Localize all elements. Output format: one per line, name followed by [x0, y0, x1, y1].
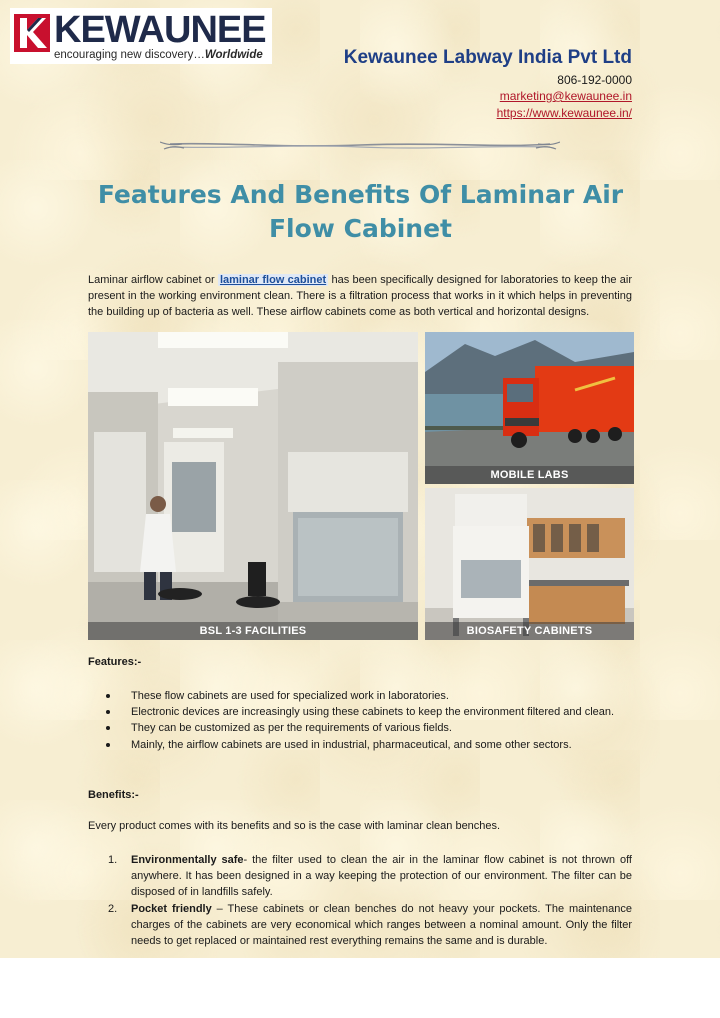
decorative-divider [160, 136, 560, 156]
bsl-facilities-label: BSL 1-3 FACILITIES [88, 622, 418, 640]
logo-tagline-plain: encouraging new discovery… [54, 49, 205, 61]
logo-wordmark: KEWAUNEE [54, 9, 266, 51]
intro-text-before: Laminar airflow cabinet or [88, 274, 218, 286]
company-name: Kewaunee Labway India Pvt Ltd [343, 47, 632, 68]
list-item [88, 901, 632, 950]
logo-tagline [54, 49, 263, 61]
benefit-title: Environmentally safe [131, 854, 244, 866]
mobile-labs-label: MOBILE LABS [425, 466, 634, 484]
laminar-flow-cabinet-link[interactable]: laminar flow cabinet [219, 274, 327, 286]
biosafety-cabinets-photo [425, 488, 634, 640]
list-item: Electronic devices are increasingly using these cabinets to keep the environment filtered and clean. [88, 704, 632, 720]
features-heading: Features:- [88, 656, 142, 668]
biosafety-cabinets-label: BIOSAFETY CABINETS [425, 622, 634, 640]
benefit-text: - the filter used to clean the air in the laminar flow cabinet is not thrown off anywhere. It has been designed in a way keeping the protection of our environment. The filter can be disposed of in landfills safely. [131, 854, 632, 899]
benefits-intro: Every product comes with its benefits and so is the case with laminar clean benches. [88, 820, 501, 832]
intro-paragraph [88, 272, 632, 321]
benefits-list [88, 852, 632, 949]
item-number: 2. [108, 902, 118, 915]
kewaunee-k-icon [14, 14, 50, 52]
biosafety-cabinet-illustration [425, 488, 634, 640]
phone-number: 806-192-0000 [557, 73, 632, 87]
page-title: Features And Benefits Of Laminar Air Flow Cabinet [97, 180, 624, 243]
features-list [88, 688, 632, 753]
benefit-text: – These cabinets or clean benches do not heavy your pockets. The maintenance charges of the cabinets are very economical which ranges between a nominal amount. Only the filter needs to get replaced or maintained rest everything remains the same and is durable. [131, 902, 632, 948]
list-item: They can be customized as per the requirements of various fields. [88, 720, 632, 736]
email-link[interactable]: marketing@kewaunee.in [499, 89, 632, 103]
item-number: 1. [108, 854, 118, 866]
mobile-lab-truck-illustration [425, 332, 634, 484]
list-item [88, 852, 632, 901]
logo-tagline-italic: Worldwide [204, 49, 263, 61]
benefit-title: Pocket friendly [131, 902, 212, 915]
benefits-heading: Benefits:- [88, 789, 139, 801]
list-item: Mainly, the airflow cabinets are used in industrial, pharmaceutical, and some other sectors. [88, 737, 632, 753]
lab-interior-illustration [88, 332, 418, 640]
kewaunee-logo [10, 8, 272, 64]
mobile-labs-photo [425, 332, 634, 484]
intro-text-after: has been specifically designed for laboratories to keep the air present in the working environment clean. There is a filtration process that works in it which helps in preventing the building up of bacteria as well. These airflow cabinets come as both vertical and horizontal designs. [88, 274, 632, 319]
website-link[interactable]: https://www.kewaunee.in/ [496, 106, 632, 120]
list-item: These flow cabinets are used for specialized work in laboratories. [88, 688, 632, 704]
bsl-facilities-photo [88, 332, 418, 640]
